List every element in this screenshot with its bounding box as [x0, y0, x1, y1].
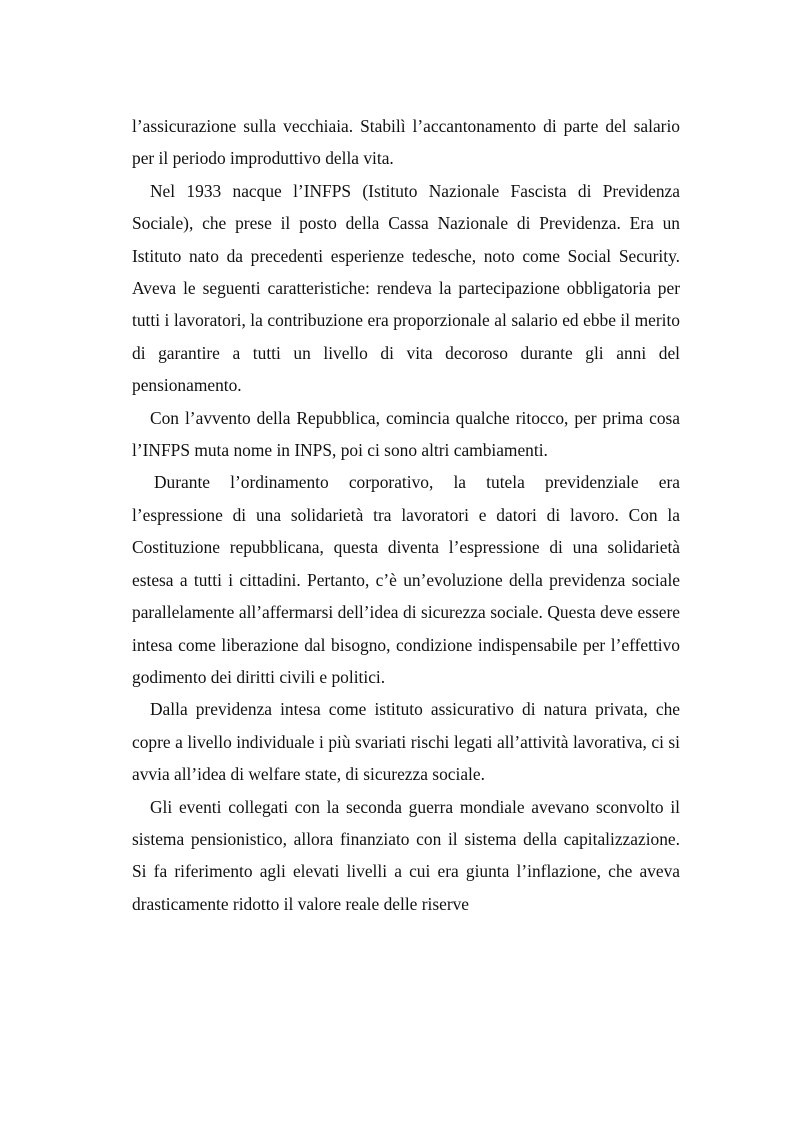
paragraph-3: Con l’avvento della Repubblica, comincia qualche ritocco, per prima cosa l’INFPS muta nome in INPS, poi ci sono altri cambiamenti.: [132, 407, 680, 461]
paragraph-1: l’assicurazione sulla vecchiaia. Stabilì l’accantonamento di parte del salario per il periodo improduttivo della vita.: [132, 116, 680, 169]
document-body: [132, 110, 680, 920]
paragraph-6: Gli eventi collegati con la seconda guerra mondiale avevano sconvolto il sistema pensionistico, allora finanziato con il sistema della capitalizzazione. Si fa riferimento agli elevati livelli a cui era giunta l’inflazione, che aveva drasticamente ridotto il valore reale delle riserve: [132, 796, 680, 914]
paragraph-4: Durante l’ordinamento corporativo, la tutela previdenziale era l’espressione di una solidarietà tra lavoratori e datori di lavoro. Con la Costituzione repubblicana, questa diventa l’espressione di una solidarietà estesa a tutti i cittadini. Pertanto, c’è un’evoluzione della previdenza sociale parallelamente all’affermarsi dell’idea di sicurezza sociale. Questa deve essere intesa come liberazione dal bisogno, condizione indispensabile per l’effettivo godimento dei diritti civili e politici.: [132, 472, 680, 687]
paragraph-2: Nel 1933 nacque l’INFPS (Istituto Nazionale Fascista di Previdenza Sociale), che prese il posto della Cassa Nazionale di Previdenza. Era un Istituto nato da precedenti esperienze tedesche, noto come Social Security. Aveva le seguenti caratteristiche: rendeva la partecipazione obbligatoria per tutti i lavoratori, la contribuzione era proporzionale al salario ed ebbe il merito di garantire a tutti un livello di vita decoroso durante gli anni del pensionamento.: [132, 180, 680, 396]
paragraph-5: Dalla previdenza intesa come istituto assicurativo di natura privata, che copre a livello individuale i più svariati rischi legati all’attività lavorativa, ci si avvia all’idea di welfare state, di sicurezza sociale.: [132, 699, 680, 785]
